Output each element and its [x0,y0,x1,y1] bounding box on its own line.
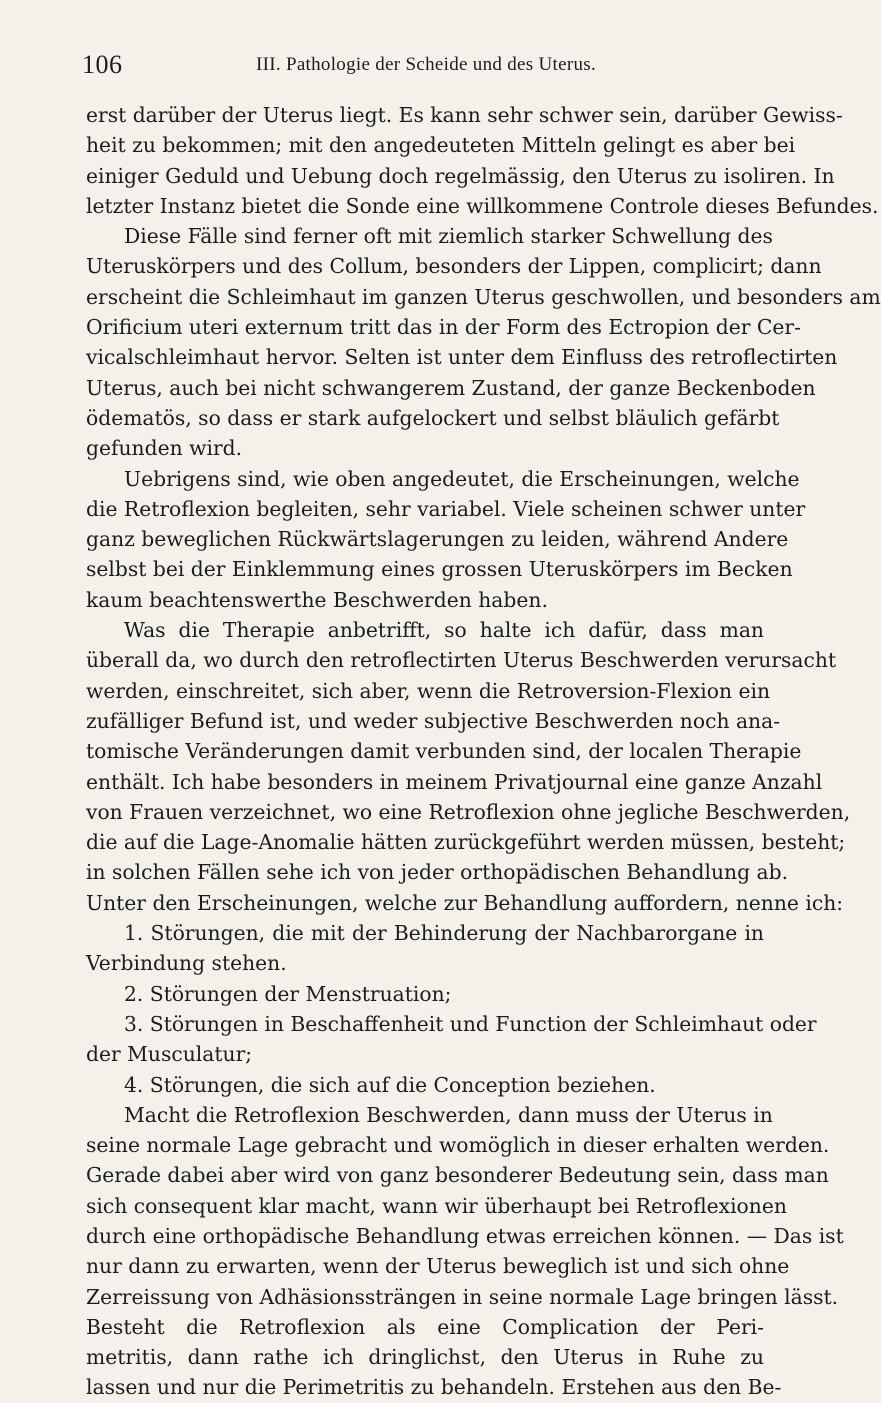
text-line: Verbindung stehen. [86,951,287,976]
text-line: in solchen Fällen sehe ich von jeder orthopädischen Behandlung ab. [86,860,789,885]
text-line: Diese Fälle sind ferner oft mit ziemlich starker Schwellung des [124,224,773,249]
text-line: von Frauen verzeichnet, wo eine Retroflexion ohne jegliche Beschwerden, [86,799,851,824]
text-line: tomische Veränderungen damit verbunden sind, der localen Therapie [86,739,802,764]
text-line: Orificium uteri externum tritt das in der Form des Ectropion der Cer- [86,315,801,340]
text-line: metritis, dann rathe ich dringlichst, den Uterus in Ruhe zu [86,1345,764,1370]
running-title: III. Pathologie der Scheide und des Uterus. [255,54,597,75]
text-line: einiger Geduld und Uebung doch regelmässig, den Uterus zu isoliren. In [86,163,835,188]
text-line: Besteht die Retroflexion als eine Complication der Peri- [86,1314,764,1339]
text-line: letzter Instanz bietet die Sonde eine willkommene Controle dieses Befundes. [86,193,879,218]
text-line: sich consequent klar macht, wann wir überhaupt bei Retroflexionen [86,1193,787,1218]
text-line: Zerreissung von Adhäsionssträngen in seine normale Lage bringen lässt. [86,1284,839,1309]
text-line: der Musculatur; [86,1042,253,1067]
text-line: kaum beachtenswerthe Beschwerden haben. [86,587,548,612]
text-line: 1. Störungen, die mit der Behinderung der Nachbarorgane in [124,921,764,946]
text-line: ganz beweglichen Rückwärtslagerungen zu leiden, während Andere [86,527,789,552]
text-line: die auf die Lage-Anomalie hätten zurückgeführt werden müssen, besteht; [86,830,846,855]
text-line: 2. Störungen der Menstruation; [124,981,452,1006]
text-line: Gerade dabei aber wird von ganz besonderer Bedeutung sein, dass man [86,1163,829,1188]
text-line: 4. Störungen, die sich auf die Conception beziehen. [124,1072,656,1097]
text-line: Uebrigens sind, wie oben angedeutet, die Erscheinungen, welche [124,466,800,491]
text-line: seine normale Lage gebracht und womöglich in dieser erhalten werden. [86,1133,830,1158]
page-number: 106 [82,50,123,79]
text-line: Was die Therapie anbetrifft, so halte ich dafür, dass man [124,618,764,643]
text-line: heit zu bekommen; mit den angedeuteten Mitteln gelingt es aber bei [86,133,796,158]
text-line: zufälliger Befund ist, und weder subjective Beschwerden noch ana- [86,708,781,733]
text-line: Macht die Retroflexion Beschwerden, dann muss der Uterus in [124,1102,773,1127]
text-line: vicalschleimhaut hervor. Selten ist unter dem Einfluss des retroflectirten [86,345,838,370]
text-line: überall da, wo durch den retroflectirten Uterus Beschwerden verursacht [86,648,837,673]
text-line: die Retroflexion begleiten, sehr variabel. Viele scheinen schwer unter [86,496,806,521]
text-line: erscheint die Schleimhaut im ganzen Uterus geschwollen, und besonders am [86,284,881,309]
text-line: selbst bei der Einklemmung eines grossen Uteruskörpers im Becken [86,557,793,582]
text-line: ödematös, so dass er stark aufgelockert und selbst bläulich gefärbt [86,405,780,430]
text-line: enthält. Ich habe besonders in meinem Privatjournal eine ganze Anzahl [86,769,823,794]
text-line: erst darüber der Uterus liegt. Es kann sehr schwer sein, darüber Gewiss- [86,103,843,127]
text-line: werden, einschreitet, sich aber, wenn die Retroversion-Flexion ein [86,678,771,703]
text-line: lassen und nur die Perimetritis zu behandeln. Erstehen aus den Be- [86,1375,782,1400]
page-header [82,50,770,90]
text-line: Uteruskörpers und des Collum, besonders der Lippen, complicirt; dann [86,254,822,279]
text-line: nur dann zu erwarten, wenn der Uterus beweglich ist und sich ohne [86,1254,790,1279]
body-text [86,100,881,1403]
text-line: gefunden wird. [86,436,243,461]
text-line: Unter den Erscheinungen, welche zur Behandlung auffordern, nenne ich: [86,890,844,915]
text-line: 3. Störungen in Beschaffenheit und Function der Schleimhaut oder [124,1011,817,1036]
text-line: Uterus, auch bei nicht schwangerem Zustand, der ganze Beckenboden [86,375,816,400]
text-line: durch eine orthopädische Behandlung etwas erreichen können. — Das ist [86,1223,844,1248]
